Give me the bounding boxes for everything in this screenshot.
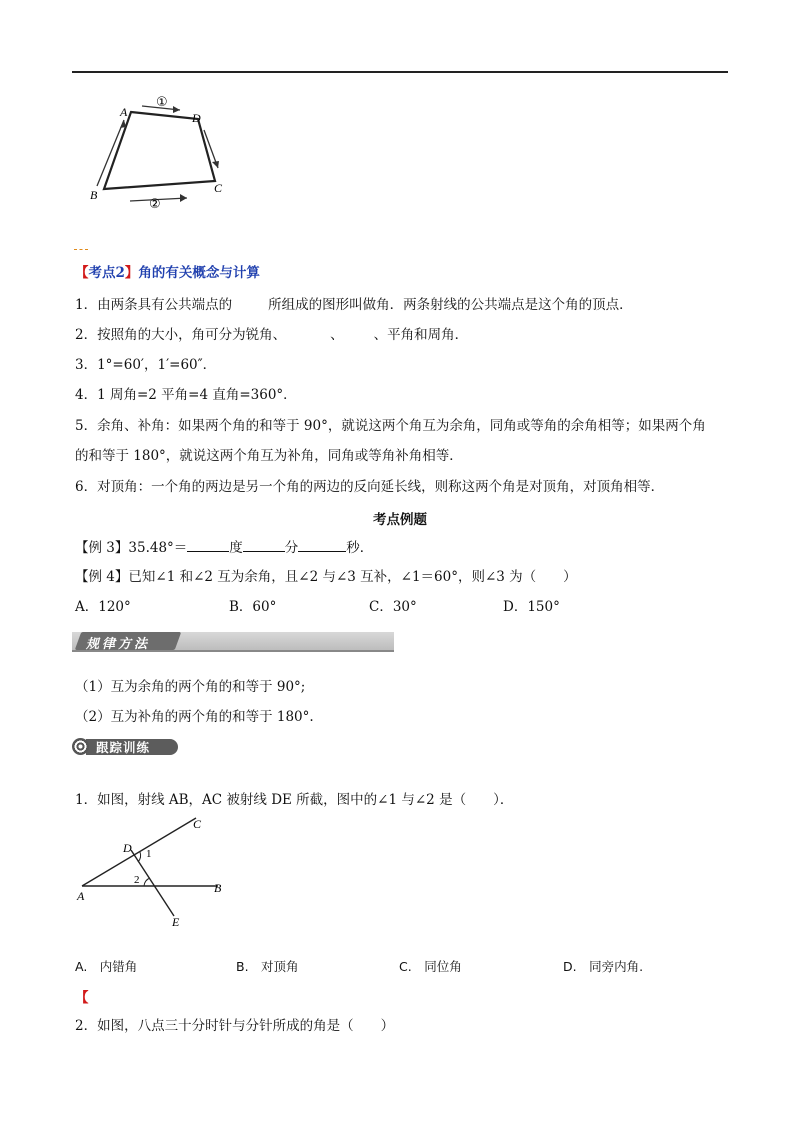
fig2-label-e: E	[172, 915, 180, 929]
answer-bracket-mark: 【	[75, 990, 89, 1006]
label-c: C	[214, 181, 223, 195]
track-banner	[72, 737, 182, 757]
point-6-text: 对顶角：一个角的两边是另一个角的两边的反向延长线，则称这两个角是对顶角，对顶角相等．	[97, 479, 665, 495]
example-4-label: 【例 4】	[75, 569, 129, 585]
point-6-number: 6．	[75, 479, 98, 495]
point-4-number: 4．	[75, 387, 98, 403]
example-3-unit-degree: 度	[229, 540, 243, 556]
point-5-number: 5．	[75, 418, 98, 434]
method-line-1: （1）互为余角的两个角的和等于 90°;	[75, 679, 306, 695]
point-4	[75, 385, 297, 405]
point-3-text: 1°=60′，1′=60″．	[97, 357, 217, 373]
point-2-text-c: 、平角和周角．	[373, 327, 469, 343]
examples-title: 考点例题	[373, 512, 427, 528]
method-line-2: （2）互为补角的两个角的和等于 180°.	[75, 709, 314, 725]
example-3	[75, 537, 373, 558]
point-5-continued: 的和等于 180°，就说这两个角互为补角，同角或等角补角相等．	[75, 448, 463, 464]
fig2-label-b: B	[214, 881, 222, 895]
question-2-text: 2．如图，八点三十分时针与分针所成的角是（ ）	[75, 1018, 395, 1034]
track-banner-text: 跟踪训练	[96, 740, 151, 755]
header-rule	[72, 71, 728, 73]
question-1-text: 1．如图，射线 AB，AC 被射线 DE 所截，图中的∠1 与∠2 是（ ）．	[75, 792, 514, 808]
point-2-number: 2．	[75, 327, 98, 343]
example-4-option-a[interactable]: A．120°	[75, 599, 131, 615]
section-bracket-close: 】	[124, 265, 139, 281]
example-4-text: 已知∠1 和∠2 互为余角，且∠2 与∠3 互补，∠1＝60°，则∠3 为（ ）	[128, 569, 577, 585]
example-4-option-d[interactable]: D．150°	[503, 599, 560, 615]
fig2-label-c: C	[193, 817, 202, 831]
label-a: A	[120, 105, 128, 119]
method-banner-text: 规律方法	[86, 637, 151, 652]
target-icon	[72, 738, 89, 755]
method-banner	[72, 632, 394, 652]
point-5	[75, 416, 706, 436]
point-2-text-a: 按照角的大小，角可分为锐角、	[97, 327, 287, 343]
point-5-text-a: 余角、补角：如果两个角的和等于 90°，就说这两个角互为余角，同角或等角的余角相等；如果两个角	[97, 418, 706, 434]
question-1-option-b[interactable]: B. 对顶角	[236, 959, 299, 974]
point-2	[75, 325, 468, 345]
example-3-blank-degree[interactable]	[187, 537, 229, 552]
fig2-label-d: D	[123, 841, 132, 855]
example-4-option-c[interactable]: C．30°	[369, 599, 417, 615]
point-1-number: 1．	[75, 297, 98, 313]
small-divider	[74, 249, 88, 250]
example-3-blank-second[interactable]	[298, 537, 346, 552]
point-1	[75, 295, 633, 315]
fig2-angle-2: 2	[134, 874, 140, 886]
example-3-blank-minute[interactable]	[243, 537, 285, 552]
quadrilateral-figure	[80, 88, 240, 213]
section-title	[75, 263, 260, 283]
label-d: D	[192, 111, 201, 125]
example-3-unit-minute: 分	[284, 540, 299, 556]
point-1-text-b: 所组成的图形叫做角．两条射线的公共端点是这个角的顶点．	[268, 297, 633, 313]
path-marker-1: ①	[156, 95, 168, 110]
example-4	[75, 567, 577, 587]
question-1-option-a[interactable]: A. 内错角	[75, 959, 138, 974]
example-3-text: 35.48°＝	[128, 540, 188, 556]
label-b: B	[90, 188, 98, 202]
path-marker-2: ②	[149, 197, 161, 212]
fig2-angle-1: 1	[146, 848, 152, 860]
fig2-label-a: A	[77, 889, 85, 903]
point-4-text: 1 周角=2 平角=4 直角=360°．	[97, 387, 297, 403]
point-3	[75, 355, 216, 375]
question-1-option-c[interactable]: C. 同位角	[399, 959, 462, 974]
transversal-figure	[72, 812, 242, 932]
example-4-option-b[interactable]: B．60°	[229, 599, 277, 615]
section-bracket-open: 【	[75, 265, 89, 281]
point-2-text-b: 、	[330, 327, 344, 343]
point-3-number: 3．	[75, 357, 98, 373]
question-1-option-d[interactable]: D. 同旁内角.	[563, 959, 644, 974]
example-3-label: 【例 3】	[75, 540, 129, 556]
section-key: 考点2	[88, 265, 125, 281]
section-title-text: 角的有关概念与计算	[138, 265, 260, 281]
point-6	[75, 477, 664, 497]
example-3-unit-second: 秒．	[346, 540, 374, 556]
point-1-text-a: 由两条具有公共端点的	[97, 297, 233, 313]
